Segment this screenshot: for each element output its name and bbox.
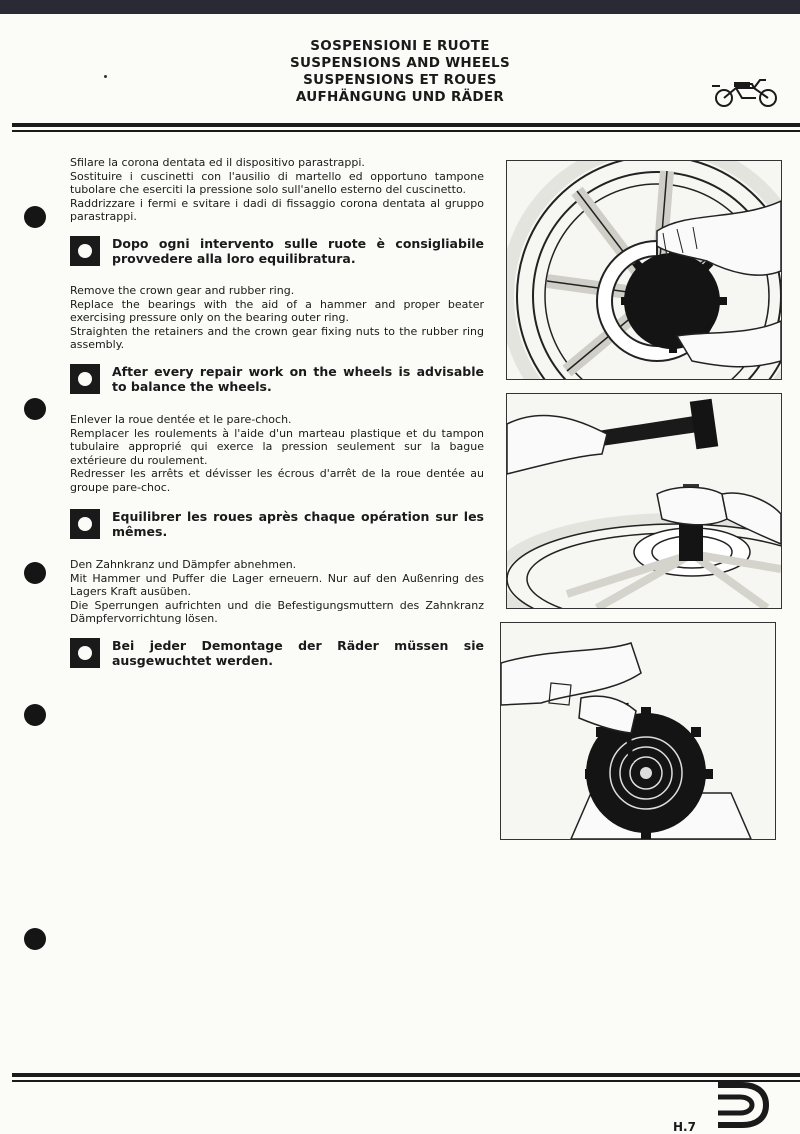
top-band <box>0 0 800 14</box>
paragraph: Straighten the retainers and the crown gear fixing nuts to the rubber ring assembly. <box>70 324 484 352</box>
paragraph: Den Zahnkranz und Dämpfer abnehmen. <box>70 558 297 571</box>
header-rule-thin <box>12 130 800 132</box>
note-text: Equilibrer les roues après chaque opération sur les mêmes. <box>112 509 484 539</box>
header-rule-thick <box>12 123 800 127</box>
note-italian <box>70 236 484 270</box>
note-text: Dopo ogni intervento sulle ruote è consigliabile provvedere alla loro equilibratura. <box>112 236 484 266</box>
warning-circle-icon <box>70 236 100 266</box>
paragraph: Replace the bearings with the aid of a hammer and proper beater exercising pressure only on the bearing outer ring. <box>70 297 484 325</box>
paragraph: Die Sperrungen aufrichten und die Befestigungsmuttern des Zahnkranz Dämpfervorrichtung lösen. <box>70 598 484 626</box>
title-italian: SOSPENSIONI E RUOTE <box>310 38 490 54</box>
paragraph: Redresser les arrêts et dévisser les écrous d'arrêt de la roue dentée au groupe pare-choc. <box>70 467 484 494</box>
paragraph: Remplacer les roulements à l'aide d'un marteau plastique et du tampon tubulaire approprié qui exerce la pression seulement sur la bague extérieure du roulement. <box>70 426 484 467</box>
section-french <box>70 413 484 495</box>
paragraph: Mit Hammer und Puffer die Lager erneuern. Nur auf den Außenring des Lagers Kraft ausüben. <box>70 571 484 599</box>
title-french: SUSPENSIONS ET ROUES <box>303 72 497 88</box>
paragraph: Enlever la roue dentée et le pare-choch. <box>70 413 292 426</box>
note-text: Bei jeder Demontage der Räder müssen sie ausgewuchtet werden. <box>112 638 484 668</box>
motorcycle-icon <box>712 72 780 108</box>
page-number: H.7 <box>673 1120 696 1134</box>
paragraph: Raddrizzare i fermi e svitare i dadi di fissaggio corona dentata al gruppo parastrappi. <box>70 196 484 224</box>
note-german <box>70 638 484 672</box>
binder-hole <box>24 928 46 950</box>
binder-hole <box>24 704 46 726</box>
figure-crown-gear-removal <box>506 160 782 380</box>
binder-hole <box>24 206 46 228</box>
paragraph: Sfilare la corona dentata ed il dispositivo parastrappi. <box>70 156 365 169</box>
note-english <box>70 364 484 398</box>
footer-rule-thick <box>12 1073 800 1077</box>
title-english: SUSPENSIONS AND WHEELS <box>290 55 510 71</box>
paragraph: Remove the crown gear and rubber ring. <box>70 284 295 297</box>
section-english <box>70 284 484 352</box>
paragraph: Sostituire i cuscinetti con l'ausilio di martello ed opportuno tampone tubolare che eserciti la pressione solo sull'anello esterno del cuscinetto. <box>70 169 484 197</box>
binder-hole <box>24 562 46 584</box>
figure-bearing-hammer <box>506 393 782 609</box>
note-text: After every repair work on the wheels is advisable to balance the wheels. <box>112 364 484 394</box>
section-german <box>70 558 484 626</box>
title-german: AUFHÄNGUNG UND RÄDER <box>295 89 505 105</box>
footer-rule-thin <box>12 1080 800 1082</box>
brand-logo-icon <box>712 1077 770 1129</box>
binder-hole <box>24 398 46 420</box>
warning-circle-icon <box>70 364 100 394</box>
figure-crown-gear-nuts <box>500 622 776 840</box>
page-title <box>0 38 800 106</box>
section-italian <box>70 156 484 224</box>
note-french <box>70 509 484 543</box>
warning-circle-icon <box>70 638 100 668</box>
warning-circle-icon <box>70 509 100 539</box>
